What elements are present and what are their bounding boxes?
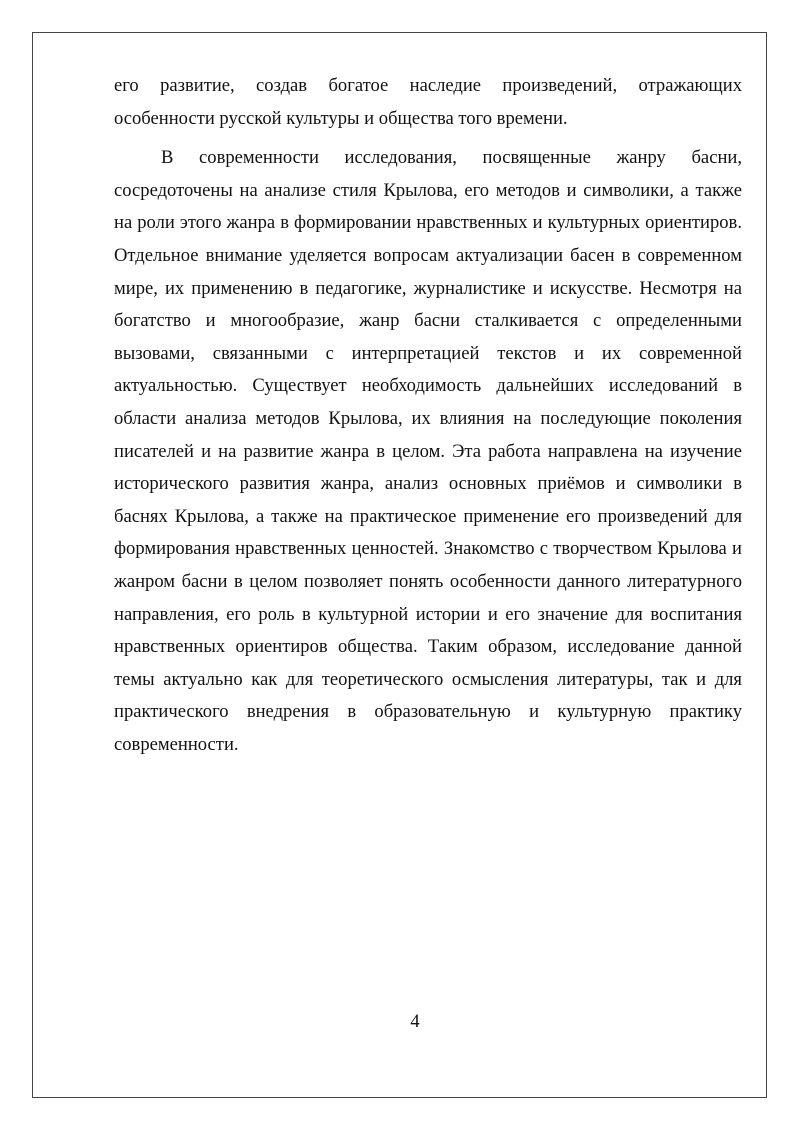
paragraph-main: В современности исследования, посвященные жанру басни, сосредоточены на анализе стиля Крылова, его методов и символики, а также на роли этого жанра в формировании нравственных и культурных ориентиров. Отдельное внимание уделяется вопросам актуализации басен в современном мире, их применению в педагогике, журналистике и искусстве. Несмотря на богатство и многообразие, жанр басни сталкивается с определенными вызовами, связанными с интерпретацией текстов и их современной актуальностью. Существует необходимость дальнейших исследований в области анализа методов Крылова, их влияния на последующие поколения писателей и на развитие жанра в целом. Эта работа направлена на изучение исторического развития жанра, анализ основных приёмов и символики в баснях Крылова, а также на практическое применение его произведений для формирования нравственных ценностей. Знакомство с творчеством Крылова и жанром басни в целом позволяет понять особенности данного литературного направления, его роль в культурной истории и его значение для воспитания нравственных ориентиров общества. Таким образом, исследование данной темы актуально как для теоретического осмысления литературы, так и для практического внедрения в образовательную и культурную практику современности. — [114, 147, 742, 755]
document-body — [114, 70, 742, 761]
page-number: 4 — [410, 1011, 420, 1032]
paragraph-continuation: его развитие, создав богатое наследие произведений, отражающих особенности русской культуры и общества того времени. — [114, 75, 742, 129]
